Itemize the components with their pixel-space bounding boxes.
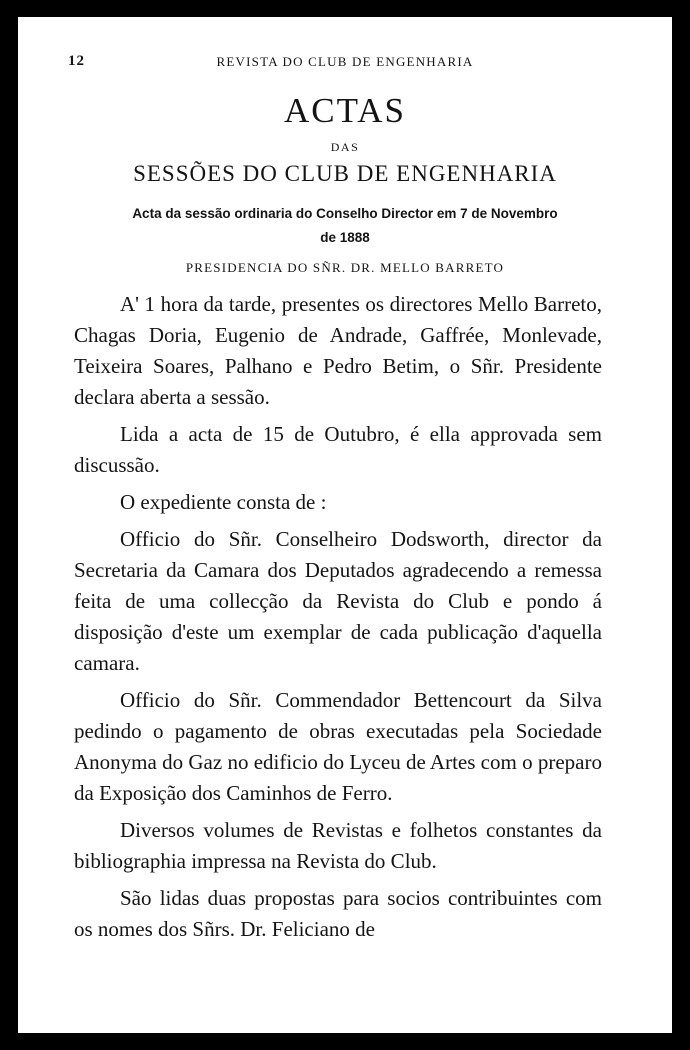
minutes-body	[74, 289, 602, 951]
paragraph-volumes: Diversos volumes de Revistas e folhetos constantes da bibliographia impressa na Revista do Club.	[74, 818, 602, 873]
section-title-connector: DAS	[330, 140, 360, 154]
page-number: 12	[68, 53, 85, 69]
paragraph-propostas: São lidas duas propostas para socios contribuintes com os nomes dos Sñrs. Dr. Feliciano de	[74, 886, 602, 941]
paragraph-approval: Lida a acta de 15 de Outubro, é ella approvada sem discussão.	[74, 422, 602, 477]
section-title: ACTAS	[284, 91, 406, 130]
paragraph-opening: A' 1 hora da tarde, presentes os directores Mello Barreto, Chagas Doria, Eugenio de Andrade, Gaffrée, Monlevade, Teixeira Soares, Palhano e Pedro Betim, o Sñr. Presidente declara aberta a sessão.	[74, 292, 602, 409]
running-title: REVISTA DO CLUB DE ENGENHARIA	[216, 54, 474, 69]
presidency-line: PRESIDENCIA DO SÑR. DR. MELLO BARRETO	[185, 260, 505, 275]
paragraph-officio-bettencourt: Officio do Sñr. Commendador Bettencourt da Silva pedindo o pagamento de obras executadas pela Sociedade Anonyma do Gaz no edificio do Lyceu de Artes com o preparo da Exposição dos Caminhos de Ferro.	[74, 688, 602, 805]
paragraph-officio-dodsworth: Officio do Sñr. Conselheiro Dodsworth, director da Secretaria da Camara dos Deputados agradecendo a remessa feita de uma collecção da Revista do Club e pondo á disposição d'este um exemplar de cada publicação d'aquella camara.	[74, 527, 602, 675]
session-heading-line-2: de 1888	[320, 230, 370, 245]
session-heading-line-1: Acta da sessão ordinaria do Conselho Director em 7 de Novembro	[132, 206, 558, 221]
page-header	[18, 53, 672, 73]
section-subtitle: SESSÕES DO CLUB DE ENGENHARIA	[133, 161, 557, 186]
document-page	[18, 17, 672, 1033]
paragraph-expediente: O expediente consta de :	[120, 490, 327, 514]
